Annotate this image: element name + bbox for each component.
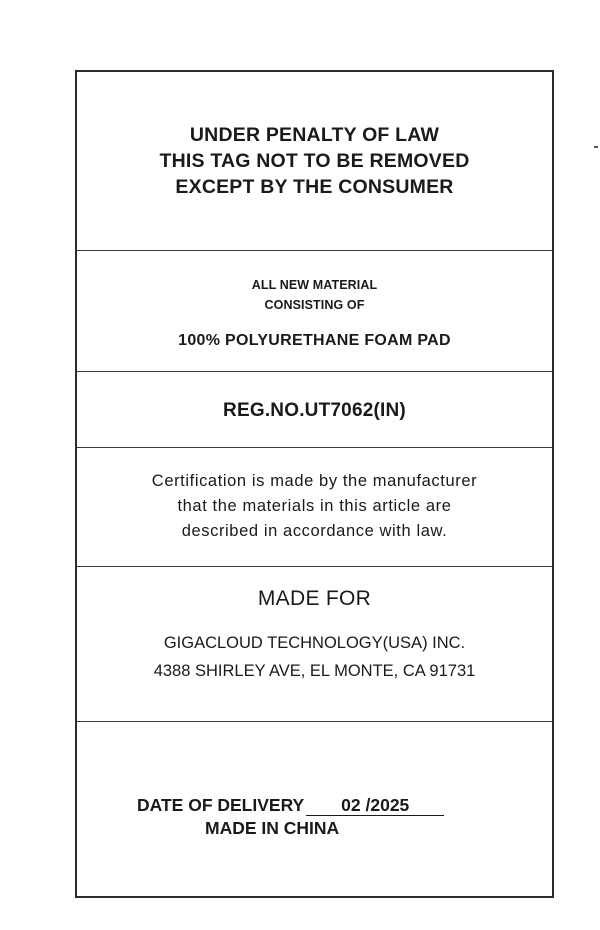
certification-line-1: Certification is made by the manufacturer (151, 472, 478, 490)
material-line-1: ALL NEW MATERIAL (251, 278, 378, 292)
delivery-section (77, 722, 552, 896)
made-for-section (77, 567, 552, 722)
made-for-title: MADE FOR (257, 587, 372, 610)
warning-section (77, 72, 552, 251)
warning-text (77, 122, 552, 200)
material-heading (77, 275, 552, 315)
country-of-origin: MADE IN CHINA (205, 818, 340, 838)
delivery-date-value: 02 /2025 (306, 796, 444, 816)
certification-section (77, 448, 552, 567)
edge-mark (594, 146, 598, 148)
material-section (77, 251, 552, 372)
material-content: 100% POLYURETHANE FOAM PAD (178, 332, 451, 349)
company-name: GIGACLOUD TECHNOLOGY(USA) INC. (163, 634, 466, 652)
certification-text (77, 469, 552, 544)
warning-line-1: UNDER PENALTY OF LAW (189, 124, 440, 146)
registration-number: REG.NO.UT7062(IN) (223, 400, 406, 421)
delivery-label: DATE OF DELIVERY (137, 795, 305, 815)
warning-line-3: EXCEPT BY THE CONSUMER (175, 176, 454, 198)
company-address: 4388 SHIRLEY AVE, EL MONTE, CA 91731 (153, 662, 476, 680)
delivery-date-line (137, 794, 444, 816)
law-tag (75, 70, 554, 898)
certification-line-3: described in accordance with law. (181, 522, 448, 540)
warning-line-2: THIS TAG NOT TO BE REMOVED (159, 150, 470, 172)
material-line-2: CONSISTING OF (264, 298, 365, 312)
certification-line-2: that the materials in this article are (177, 497, 452, 515)
registration-section (77, 372, 552, 448)
